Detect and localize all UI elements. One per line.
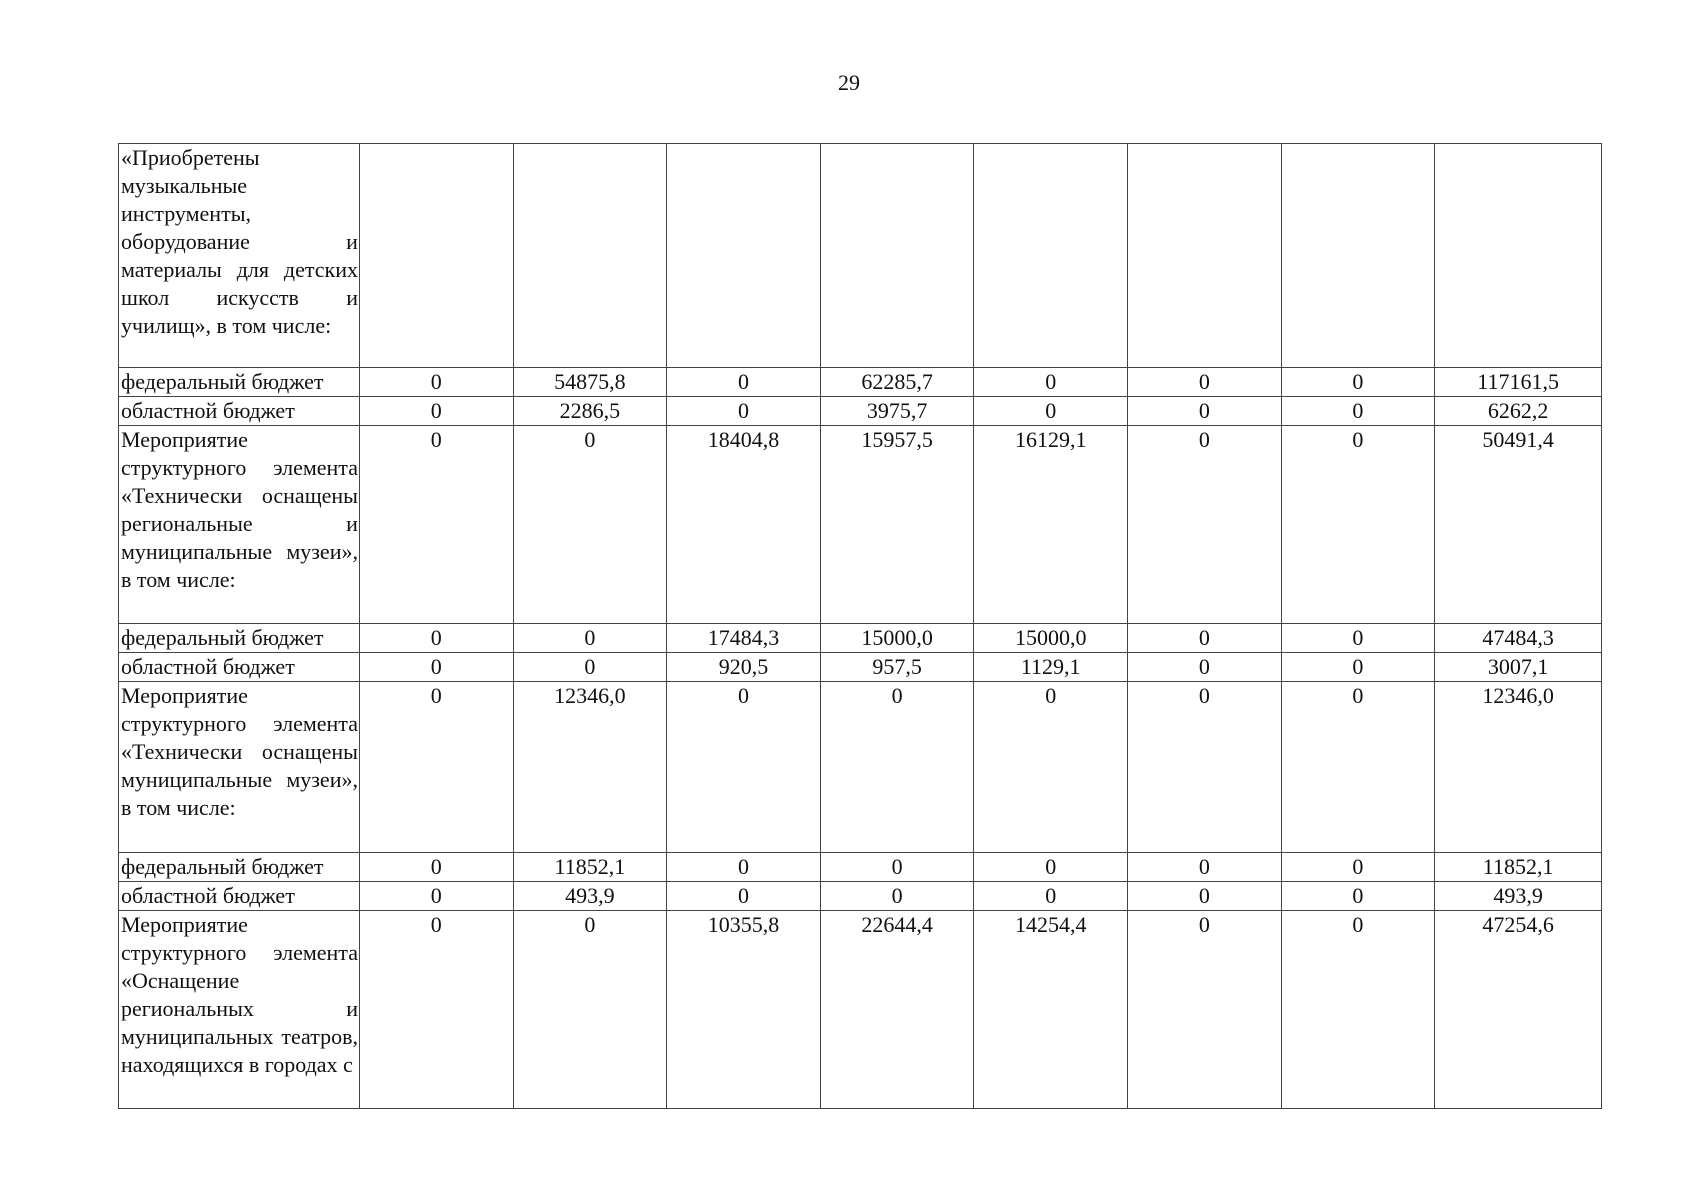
value-cell: 0 [513, 426, 667, 624]
row-label: областной бюджет [119, 882, 360, 911]
value-cell: 0 [1281, 426, 1435, 624]
value-cell: 0 [359, 911, 513, 1109]
table-row [119, 368, 1602, 397]
value-cell: 16129,1 [974, 426, 1128, 624]
table-row [119, 882, 1602, 911]
value-cell: 920,5 [667, 653, 821, 682]
value-cell: 0 [1281, 653, 1435, 682]
row-label: федеральный бюджет [119, 624, 360, 653]
total-cell: 6262,2 [1435, 397, 1602, 426]
total-cell: 11852,1 [1435, 853, 1602, 882]
value-cell: 0 [820, 882, 974, 911]
total-cell: 47484,3 [1435, 624, 1602, 653]
value-cell: 0 [974, 682, 1128, 853]
row-label: Мероприятие структурного элемента «Технически оснащены региональные и муниципальные музеи», в том числе: [119, 426, 360, 624]
total-cell: 50491,4 [1435, 426, 1602, 624]
table-row [119, 624, 1602, 653]
value-cell: 0 [1128, 853, 1282, 882]
value-cell: 0 [359, 853, 513, 882]
value-cell: 0 [359, 624, 513, 653]
value-cell: 1129,1 [974, 653, 1128, 682]
value-cell: 0 [1128, 426, 1282, 624]
row-label: Мероприятие структурного элемента «Технически оснащены муниципальные музеи», в том числе: [119, 682, 360, 853]
row-label: Мероприятие структурного элемента «Оснащение региональных и муниципальных театров, находящихся в городах с [119, 911, 360, 1109]
total-cell: 117161,5 [1435, 368, 1602, 397]
value-cell: 0 [820, 682, 974, 853]
value-cell: 11852,1 [513, 853, 667, 882]
value-cell: 0 [513, 624, 667, 653]
value-cell: 0 [667, 397, 821, 426]
value-cell [513, 144, 667, 368]
row-label: федеральный бюджет [119, 368, 360, 397]
value-cell: 0 [1128, 653, 1282, 682]
value-cell: 0 [513, 653, 667, 682]
value-cell [359, 144, 513, 368]
value-cell: 15957,5 [820, 426, 974, 624]
value-cell: 14254,4 [974, 911, 1128, 1109]
value-cell: 54875,8 [513, 368, 667, 397]
value-cell: 0 [974, 368, 1128, 397]
total-cell [1435, 144, 1602, 368]
value-cell: 0 [1128, 911, 1282, 1109]
value-cell: 18404,8 [667, 426, 821, 624]
value-cell: 0 [974, 882, 1128, 911]
row-label: федеральный бюджет [119, 853, 360, 882]
value-cell: 10355,8 [667, 911, 821, 1109]
value-cell: 0 [1281, 397, 1435, 426]
row-label: областной бюджет [119, 653, 360, 682]
value-cell: 62285,7 [820, 368, 974, 397]
value-cell [820, 144, 974, 368]
value-cell: 0 [359, 397, 513, 426]
value-cell: 0 [1281, 624, 1435, 653]
value-cell: 0 [667, 368, 821, 397]
value-cell: 22644,4 [820, 911, 974, 1109]
value-cell: 3975,7 [820, 397, 974, 426]
value-cell: 0 [667, 853, 821, 882]
value-cell: 0 [1281, 682, 1435, 853]
total-cell: 3007,1 [1435, 653, 1602, 682]
value-cell: 15000,0 [820, 624, 974, 653]
value-cell: 0 [1281, 882, 1435, 911]
value-cell: 0 [359, 426, 513, 624]
value-cell: 957,5 [820, 653, 974, 682]
table-row [119, 397, 1602, 426]
value-cell: 0 [667, 882, 821, 911]
table-row [119, 682, 1602, 853]
value-cell: 17484,3 [667, 624, 821, 653]
value-cell: 0 [359, 682, 513, 853]
table-row [119, 426, 1602, 624]
value-cell: 2286,5 [513, 397, 667, 426]
value-cell: 0 [359, 882, 513, 911]
total-cell: 12346,0 [1435, 682, 1602, 853]
value-cell [667, 144, 821, 368]
value-cell [1281, 144, 1435, 368]
table-row [119, 144, 1602, 368]
value-cell: 0 [1128, 368, 1282, 397]
value-cell: 0 [1128, 624, 1282, 653]
value-cell: 0 [1281, 853, 1435, 882]
value-cell: 0 [820, 853, 974, 882]
row-label: областной бюджет [119, 397, 360, 426]
total-cell: 47254,6 [1435, 911, 1602, 1109]
value-cell: 0 [359, 368, 513, 397]
value-cell: 0 [1128, 882, 1282, 911]
value-cell: 0 [667, 682, 821, 853]
value-cell: 0 [1281, 368, 1435, 397]
value-cell: 0 [359, 653, 513, 682]
budget-table [118, 143, 1602, 1109]
total-cell: 493,9 [1435, 882, 1602, 911]
table-row [119, 653, 1602, 682]
value-cell: 0 [1128, 682, 1282, 853]
value-cell: 15000,0 [974, 624, 1128, 653]
table-row [119, 911, 1602, 1109]
row-label: «Приобретены музыкальные инструменты, оборудование и материалы для детских школ искусств и училищ», в том числе: [119, 144, 360, 368]
value-cell: 0 [513, 911, 667, 1109]
value-cell [974, 144, 1128, 368]
value-cell: 493,9 [513, 882, 667, 911]
value-cell: 12346,0 [513, 682, 667, 853]
table-row [119, 853, 1602, 882]
value-cell [1128, 144, 1282, 368]
value-cell: 0 [1281, 911, 1435, 1109]
value-cell: 0 [1128, 397, 1282, 426]
page-number: 29 [838, 70, 860, 95]
value-cell: 0 [974, 853, 1128, 882]
value-cell: 0 [974, 397, 1128, 426]
